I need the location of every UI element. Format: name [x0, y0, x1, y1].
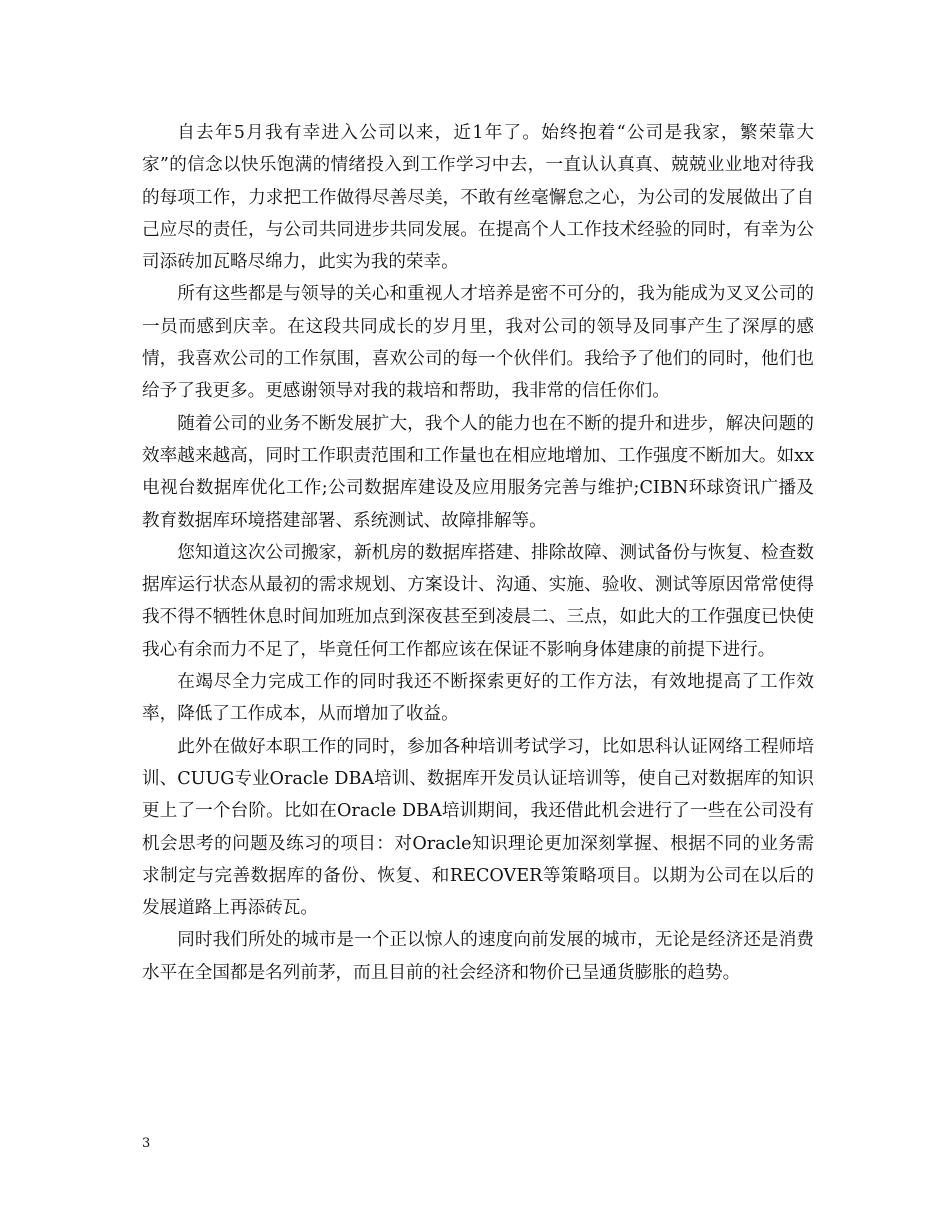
paragraph-5: 在竭尽全力完成工作的同时我还不断探索更好的工作方法，有效地提高了工作效率，降低了工作成本，从而增加了收益。 [142, 672, 814, 725]
paragraph-4: 您知道这次公司搬家，新机房的数据库搭建、排除故障、测试备份与恢复、检查数据库运行状态从最初的需求规划、方案设计、沟通、实施、验收、测试等原因常常使得我不得不牺牲休息时间加班加点到深夜甚至到凌晨二、三点，如此大的工作强度已快使我心有余而力不足了，毕竟任何工作都应该在保证不影响身体建康的前提下进行。 [142, 542, 814, 660]
paragraph-6: 此外在做好本职工作的同时，参加各种培训考试学习，比如思科认证网络工程师培训、CUUG专业Oracle DBA培训、数据库开发员认证培训等，使自己对数据库的知识更上了一个台阶。比如在Oracle DBA培训期间，我还借此机会进行了一些在公司没有机会思考的问题及练习的项目：对Oracle知识理论更加深刻掌握、根据不同的业务需求制定与完善数据库的备份、恢复、和RECOVER等策略项目。以期为公司在以后的发展道路上再添砖瓦。 [142, 736, 814, 919]
document-body [142, 117, 814, 989]
paragraph-3: 随着公司的业务不断发展扩大，我个人的能力也在不断的提升和进步，解决问题的效率越来越高，同时工作职责范围和工作量也在相应地增加、工作强度不断加大。如xx电视台数据库优化工作;公司数据库建设及应用服务完善与维护;CIBN环球资讯广播及教育数据库环境搭建部署、系统测试、故障排解等。 [142, 413, 814, 531]
paragraph-7: 同时我们所处的城市是一个正以惊人的速度向前发展的城市，无论是经济还是消费水平在全国都是名列前茅，而且目前的社会经济和物价已呈通货膨胀的趋势。 [142, 930, 814, 983]
paragraph-2: 所有这些都是与领导的关心和重视人才培养是密不可分的，我为能成为叉叉公司的一员而感到庆幸。在这段共同成长的岁月里，我对公司的领导及同事产生了深厚的感情，我喜欢公司的工作氛围，喜欢公司的每一个伙伴们。我给予了他们的同时，他们也给予了我更多。更感谢领导对我的栽培和帮助，我非常的信任你们。 [142, 284, 814, 402]
paragraph-1: 自去年5月我有幸进入公司以来，近1年了。始终抱着“公司是我家，繁荣靠大家”的信念以快乐饱满的情绪投入到工作学习中去，一直认认真真、兢兢业业地对待我的每项工作，力求把工作做得尽善尽美，不敢有丝毫懈怠之心，为公司的发展做出了自己应尽的责任，与公司共同进步共同发展。在提高个人工作技术经验的同时，有幸为公司添砖加瓦略尽绵力，此实为我的荣幸。 [142, 123, 814, 273]
page-number: 3 [142, 1136, 151, 1151]
